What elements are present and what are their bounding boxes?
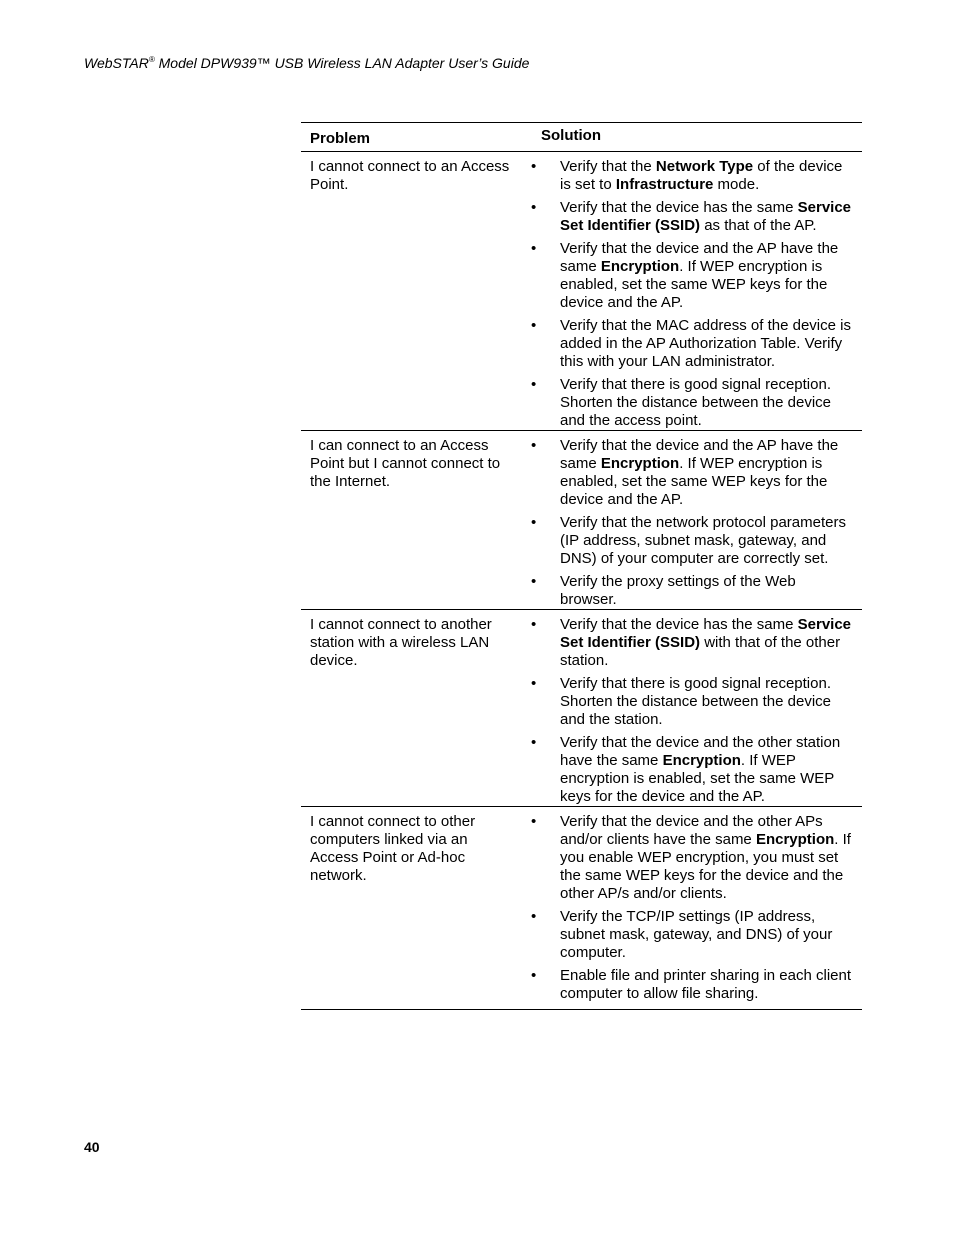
troubleshooting-table: [301, 122, 862, 1010]
solution-cell: [524, 610, 862, 807]
solution-text: . If WEP encryption is enabled, set the same WEP keys for the device and the AP.: [560, 258, 828, 311]
bullet-icon: •: [531, 240, 537, 257]
solution-text: Verify that the device and the other station have the same: [560, 734, 841, 769]
solution-item: [524, 376, 856, 430]
bullet-icon: •: [531, 967, 537, 984]
solution-text: Verify that the device and the other APs and/or clients have the same: [560, 813, 823, 848]
solution-item: [524, 514, 856, 568]
solution-item: [524, 813, 856, 903]
problem-cell: I cannot connect to other computers linked via an Access Point or Ad-hoc network.: [301, 807, 524, 1010]
table-row: [301, 152, 862, 431]
solution-item: [524, 908, 856, 962]
solution-text: . If WEP encryption is enabled, set the same WEP keys for the device and the AP.: [560, 455, 828, 508]
bullet-icon: •: [531, 813, 537, 830]
solution-item: [524, 317, 856, 371]
solution-text: with that of the other station.: [560, 634, 841, 669]
column-header-solution: Solution: [524, 123, 862, 152]
emphasis-term: Encryption: [600, 258, 680, 275]
solution-list: [524, 616, 856, 806]
bullet-icon: •: [531, 317, 537, 334]
solution-cell: [524, 807, 862, 1010]
table-header-row: [301, 123, 862, 152]
table-row: [301, 610, 862, 807]
header-brand: WebSTAR: [84, 55, 149, 71]
bullet-icon: •: [531, 734, 537, 751]
solution-text: . If WEP encryption is enabled, set the same WEP keys for the device and the AP.: [560, 752, 835, 805]
solution-item: [524, 573, 856, 609]
solution-item: [524, 158, 856, 194]
solution-text: Verify that the device and the AP have the same: [560, 437, 839, 472]
emphasis-term: Encryption: [662, 752, 741, 769]
solution-text: of the device is set to: [560, 158, 843, 193]
solution-text: Verify that the: [560, 158, 656, 175]
solution-list: [524, 437, 856, 609]
problem-cell: I cannot connect to an Access Point.: [301, 152, 524, 431]
bullet-icon: •: [531, 514, 537, 531]
solution-text: mode.: [713, 176, 760, 193]
solution-text: Enable file and printer sharing in each client computer to allow file sharing.: [560, 967, 852, 1002]
page-number: 40: [84, 1139, 100, 1155]
solution-item: [524, 616, 856, 670]
table-row: [301, 807, 862, 1010]
emphasis-term: Network Type: [655, 158, 754, 175]
emphasis-term: Infrastructure: [615, 176, 714, 193]
solution-text: Verify that the MAC address of the device is added in the AP Authorization Table. Verify this with your LAN administrator.: [560, 317, 851, 370]
registered-mark: ®: [148, 55, 155, 64]
solution-item: [524, 734, 856, 806]
solution-text: Verify that the device and the AP have the same: [560, 240, 839, 275]
solution-list: [524, 158, 856, 430]
table-body: [301, 152, 862, 1010]
bullet-icon: •: [531, 158, 537, 175]
bullet-icon: •: [531, 675, 537, 692]
solution-text: Verify that the device has the same: [560, 199, 798, 216]
solution-item: [524, 437, 856, 509]
solution-text: Verify that the device has the same: [560, 616, 798, 633]
bullet-icon: •: [531, 199, 537, 216]
solution-list: [524, 813, 856, 1003]
emphasis-term: Encryption: [755, 831, 835, 848]
solution-item: [524, 967, 856, 1003]
header-title-rest: Model DPW939™ USB Wireless LAN Adapter User’s Guide: [154, 55, 530, 71]
table-row: [301, 431, 862, 610]
solution-text: as that of the AP.: [700, 217, 817, 234]
emphasis-term: Service Set Identifier (SSID): [560, 199, 852, 234]
solution-text: Verify that there is good signal reception. Shorten the distance between the device and the station.: [560, 675, 832, 728]
problem-cell: I cannot connect to another station with a wireless LAN device.: [301, 610, 524, 807]
solution-item: [524, 675, 856, 729]
solution-text: Verify that the network protocol parameters (IP address, subnet mask, gateway, and DNS) of your computer are correctly set.: [560, 514, 846, 567]
solution-item: [524, 240, 856, 312]
solution-cell: [524, 152, 862, 431]
bullet-icon: •: [531, 437, 537, 454]
bullet-icon: •: [531, 376, 537, 393]
solution-text: Verify the proxy settings of the Web browser.: [560, 573, 796, 608]
emphasis-term: Service Set Identifier (SSID): [560, 616, 852, 651]
problem-cell: I can connect to an Access Point but I cannot connect to the Internet.: [301, 431, 524, 610]
column-header-problem: Problem: [301, 123, 524, 152]
bullet-icon: •: [531, 908, 537, 925]
bullet-icon: •: [531, 573, 537, 590]
solution-item: [524, 199, 856, 235]
solution-text: Verify the TCP/IP settings (IP address, subnet mask, gateway, and DNS) of your computer.: [560, 908, 833, 961]
solution-text: . If you enable WEP encryption, you must set the same WEP keys for the device and the other AP/s and/or clients.: [560, 831, 851, 902]
solution-cell: [524, 431, 862, 610]
bullet-icon: •: [531, 616, 537, 633]
emphasis-term: Encryption: [600, 455, 680, 472]
solution-text: Verify that there is good signal reception. Shorten the distance between the device and the access point.: [560, 376, 832, 429]
running-header: [84, 55, 529, 71]
